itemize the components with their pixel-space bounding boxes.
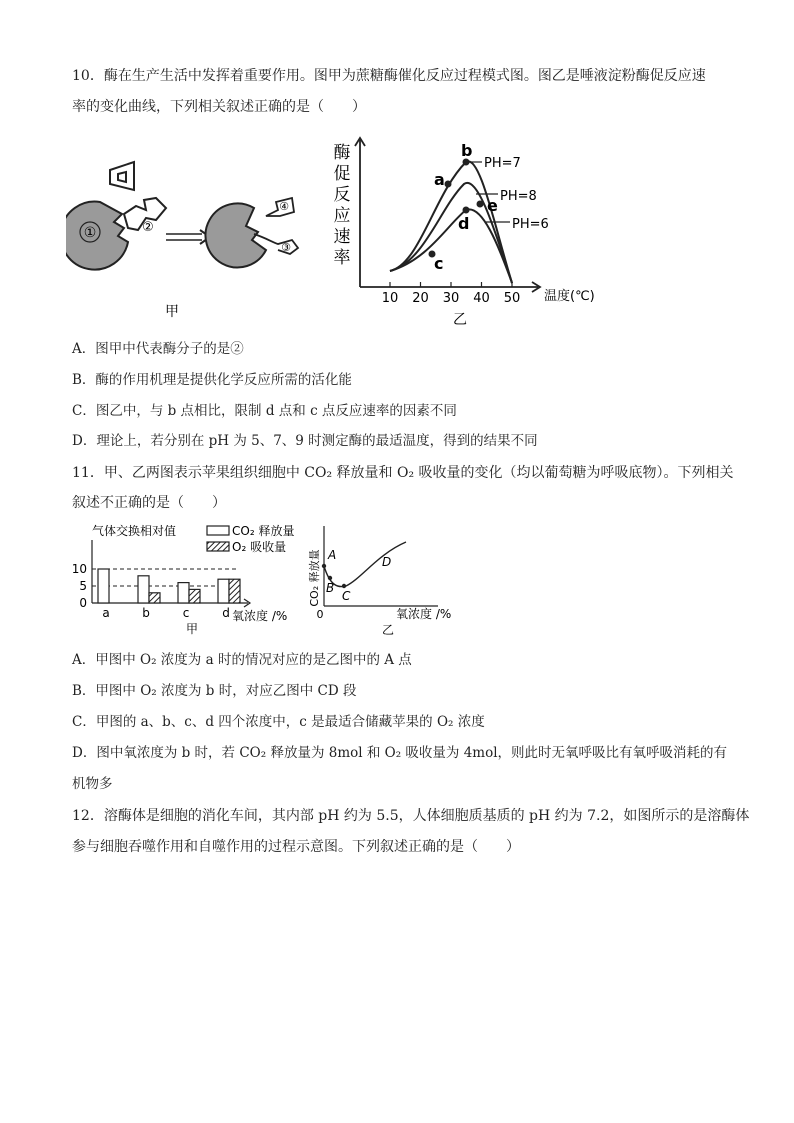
bar-category-label: b [142,606,150,620]
q10-stem-line2: 率的变化曲线，下列相关叙述正确的是（ ） [72,99,366,115]
x-tick-label: 50 [503,291,521,306]
figure-caption-jia-2: 甲 [185,622,199,636]
bar-o2 [229,579,240,603]
x-tick-label: 10 [381,291,399,306]
q11-option-b: B．甲图中 O₂ 浓度为 b 时，对应乙图中 CD 段 [72,683,357,699]
y-label-char: 率 [333,248,351,268]
line-y-axis-label: CO₂ 释放量 [308,549,321,607]
bar-o2 [149,593,160,603]
figure-caption-yi: 乙 [453,312,467,328]
point-label-c: c [434,254,444,273]
y-axis-label [334,143,351,268]
q12-stem-line2: 参与细胞吞噬作用和自噬作用的过程示意图。下列叙述正确的是（ ） [72,839,520,855]
legend-swatch-co2 [207,526,229,535]
figure-caption-yi-2: 乙 [381,623,395,637]
x-axis-label: 温度(℃) [544,289,595,304]
y-label-char: 应 [333,206,351,226]
line-x-axis-label: 氧浓度 /% [396,607,452,621]
x-tick-label: 20 [412,291,429,306]
point-label-a: a [434,170,445,189]
bar-y-tick-label: 5 [79,579,87,593]
bar-category-label: a [102,606,110,620]
point-a [445,181,452,188]
origin-label: 0 [316,608,324,621]
q10-option-d: D．理论上，若分别在 pH 为 5、7、9 时测定酶的最适温度，得到的结果不同 [72,433,538,449]
bar-co2 [178,583,189,603]
point-A [322,564,326,568]
figure-caption-jia: 甲 [165,304,179,320]
label-4: ④ [279,200,289,213]
bar-co2 [98,569,109,603]
bar-category-label: d [222,606,230,620]
enzyme-shape-left [66,202,128,270]
q11-stem-line1: 11．甲、乙两图表示苹果组织细胞中 CO₂ 释放量和 O₂ 吸收量的变化（均以葡萄糖为呼吸底物）。下列相关 [72,465,734,481]
q11-option-c: C．甲图的 a、b、c、d 四个浓度中，c 是最适合储藏苹果的 O₂ 浓度 [72,714,485,730]
q11-option-d-line1: D．图中氧浓度为 b 时，若 CO₂ 释放量为 8mol 和 O₂ 吸收量为 4mol，则此时无氧呼吸比有氧呼吸消耗的有 [72,745,728,761]
point-C [342,584,346,588]
q11-figure-yi [302,522,452,638]
q11-option-a: A．甲图中 O₂ 浓度为 a 时的情况对应的是乙图中的 A 点 [72,652,412,668]
q11-figure-jia [72,520,312,638]
label-A: A [328,548,337,562]
legend-label-co2: CO₂ 释放量 [232,524,295,538]
q10-stem-line1: 10．酶在生产生活中发挥着重要作用。图甲为蔗糖酶催化反应过程模式图。图乙是唾液淀粉酶促反应速 [72,68,706,84]
q10-option-b: B．酶的作用机理是提供化学反应所需的活化能 [72,372,352,388]
y-label-char: 速 [333,227,351,247]
label-3: ③ [281,241,291,254]
point-label-d: d [458,214,470,233]
y-label-char: 促 [333,164,351,184]
bar-co2 [138,576,149,603]
bar-co2 [218,579,229,603]
label-1: ① [83,225,97,241]
legend-label-o2: O₂ 吸收量 [232,540,287,554]
label-2: ② [142,220,154,235]
q10-option-a: A．图甲中代表酶分子的是② [72,341,244,357]
q10-figure-jia [66,150,326,325]
series-label-ph6: PH=6 [512,217,549,232]
point-e [477,201,484,208]
series-label-ph8: PH=8 [500,189,537,204]
bar-y-tick-label: 10 [72,562,87,576]
bar-y-axis-label: 气体交换相对值 [92,524,177,538]
point-label-b: b [461,141,473,160]
bar-o2 [189,589,200,603]
x-tick-label: 30 [442,291,460,306]
co2-curve [324,542,406,587]
legend-swatch-o2 [207,542,229,551]
point-B [328,576,332,580]
q10-option-c: C．图乙中，与 b 点相比，限制 d 点和 c 点反应速率的因素不同 [72,403,457,419]
bar-y-tick-label: 0 [79,596,87,610]
label-C: C [342,589,351,603]
q11-option-d-line2: 机物多 [72,776,113,792]
q12-stem-line1: 12．溶酶体是细胞的消化车间，其内部 pH 约为 5.5，人体细胞质基质的 pH 约为 7.2，如图所示的是溶酶体 [72,808,750,824]
q10-figure-yi [330,134,620,334]
y-label-char: 酶 [333,143,351,163]
point-label-e: e [487,196,498,215]
y-label-char: 反 [333,185,351,205]
label-D: D [382,555,392,569]
bar-category-label: c [182,606,190,620]
point-d [463,207,470,214]
q11-stem-line2: 叙述不正确的是（ ） [72,495,226,511]
x-tick-label: 40 [473,291,490,306]
series-label-ph7: PH=7 [484,156,521,171]
bar-x-axis-label: 氧浓度 /% [232,609,288,623]
product-molecule-top [110,162,134,190]
label-B: B [326,581,335,595]
